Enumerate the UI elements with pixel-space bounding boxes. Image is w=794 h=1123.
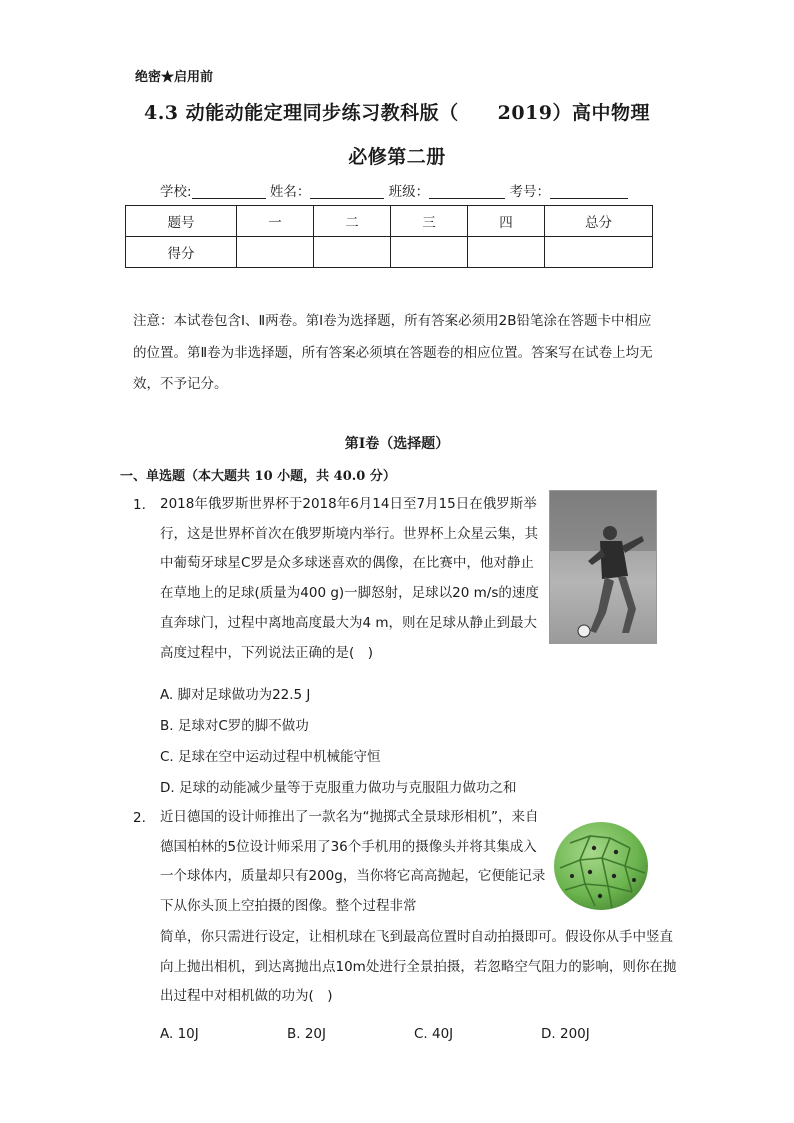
score-cell[interactable]	[237, 237, 314, 268]
confidential-mark: 绝密★启用前	[135, 70, 214, 85]
option-a: A. 10J	[160, 1026, 199, 1042]
option-d: D. 足球的动能减少量等于克服重力做功与克服阻力做功之和	[160, 780, 517, 796]
option-b: B. 20J	[287, 1026, 327, 1042]
score-cell[interactable]	[545, 237, 653, 268]
score-cell[interactable]	[391, 237, 468, 268]
soccer-player-photo	[549, 490, 657, 644]
question-number: 2.	[133, 810, 146, 826]
score-row-label: 得分	[126, 237, 237, 268]
score-cell[interactable]	[314, 237, 391, 268]
header-cell: 三	[391, 206, 468, 237]
score-table	[125, 205, 653, 268]
question-2-text-part2: 简单，你只需进行设定，让相机球在飞到最高位置时自动拍摄即可。假设你从手中竖直向上抛出相机，到达离抛出点10m处进行全景拍摄，若忽略空气阻力的影响，则你在抛出过程中对相机做的功为( )	[160, 929, 677, 1005]
number-blank[interactable]	[550, 184, 628, 199]
header-cell: 四	[468, 206, 545, 237]
header-cell: 总分	[545, 206, 653, 237]
class-label: 班级：	[388, 184, 430, 200]
school-label: 学校:	[160, 184, 192, 200]
page-subtitle: 必修第二册	[348, 146, 446, 168]
class-blank[interactable]	[429, 184, 505, 199]
school-blank[interactable]	[192, 184, 266, 199]
panoramic-ball-camera-photo	[550, 818, 652, 914]
number-label: 考号：	[509, 184, 550, 200]
part-title: 一、单选题（本大题共 10 小题，共 40.0 分）	[120, 469, 396, 484]
score-cell[interactable]	[468, 237, 545, 268]
score-table-header-row	[126, 206, 653, 237]
header-cell: 二	[314, 206, 391, 237]
student-info-line	[160, 180, 628, 200]
question-2-text-part1: 近日德国的设计师推出了一款名为“抛掷式全景球形相机”，来自德国柏林的5位设计师采用了36个手机用的摄像头并将其集成入一个球体内，质量却只有200g，当你将它高高抛起，它便能记录下从你头顶上空拍摄的图像。整个过程非常	[160, 809, 546, 915]
section-title: 第Ⅰ卷（选择题）	[344, 436, 450, 452]
option-a: A. 脚对足球做功为22.5 J	[160, 687, 311, 703]
option-c: C. 40J	[414, 1026, 454, 1042]
option-c: C. 足球在空中运动过程中机械能守恒	[160, 749, 381, 765]
question-1-text: 2018年俄罗斯世界杯于2018年6月14日至7月15日在俄罗斯举行，这是世界杯首次在俄罗斯境内举行。世界杯上众星云集，其中葡萄牙球星C罗是众多球迷喜欢的偶像，在比赛中，他对静止在草地上的足球(质量为400 g)一脚怒射，足球以20 m/s的速度直奔球门，过程中离地高度最大为4 m，则在足球从静止到最大高度过程中，下列说法正确的是( )	[160, 496, 539, 661]
question-2-options	[160, 1026, 680, 1042]
name-blank[interactable]	[310, 184, 384, 199]
name-label: 姓名：	[269, 184, 311, 200]
header-cell: 题号	[126, 206, 237, 237]
option-b: B. 足球对C罗的脚不做功	[160, 718, 309, 734]
question-number: 1.	[133, 497, 146, 513]
page-title: 4.3 动能动能定理同步练习教科版（ 2019）高中物理	[143, 102, 651, 124]
score-table-score-row	[126, 237, 653, 268]
header-cell: 一	[237, 206, 314, 237]
option-d: D. 200J	[541, 1026, 590, 1042]
exam-notice: 注意：本试卷包含Ⅰ、Ⅱ两卷。第Ⅰ卷为选择题，所有答案必须用2B铅笔涂在答题卡中相应的位置。第Ⅱ卷为非选择题，所有答案必须填在答题卷的相应位置。答案写在试卷上均无效，不予记分。	[133, 313, 653, 392]
